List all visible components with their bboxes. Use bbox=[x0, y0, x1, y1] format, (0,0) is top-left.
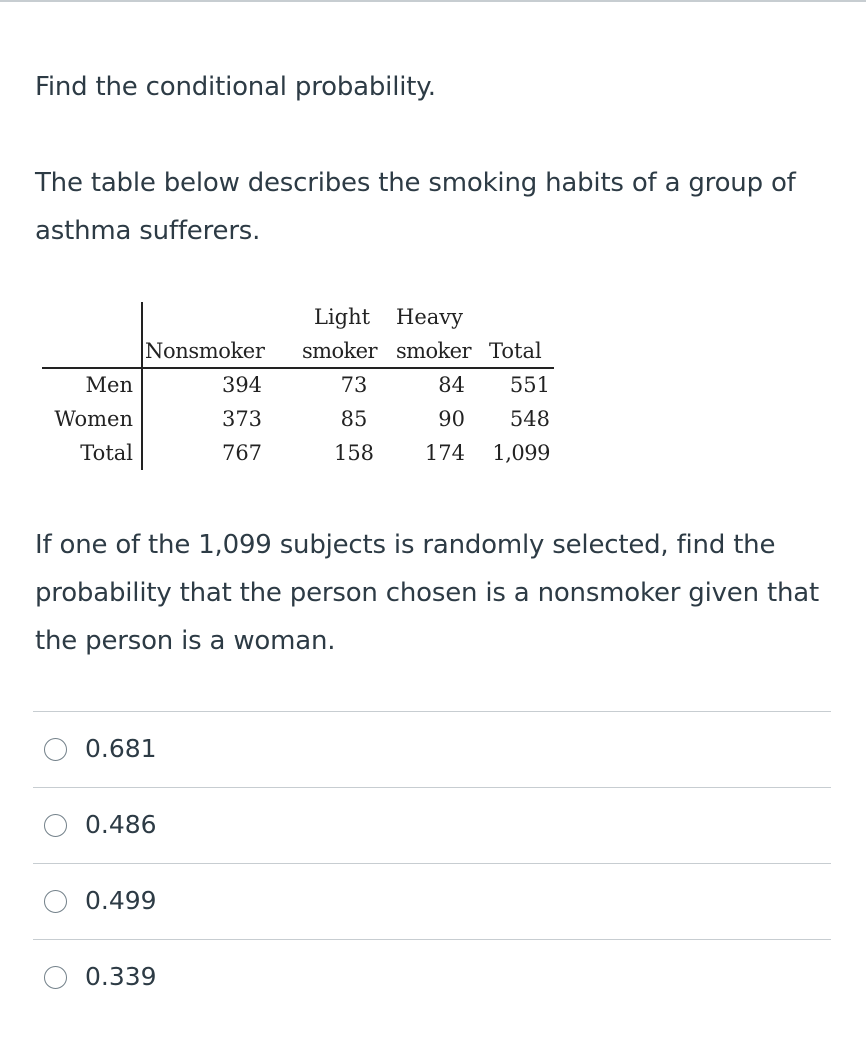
table-cell: 90 bbox=[438, 407, 465, 431]
column-header-heavy-smoker: smoker bbox=[396, 339, 471, 363]
row-label-women: Women bbox=[54, 407, 133, 431]
table-horizontal-rule bbox=[42, 367, 554, 369]
smoking-habits-table bbox=[40, 298, 570, 476]
row-label-total: Total bbox=[80, 441, 133, 465]
answer-label: 0.681 bbox=[85, 734, 157, 763]
column-header-total: Total bbox=[489, 339, 542, 363]
table-cell: 73 bbox=[340, 373, 368, 397]
table-vertical-rule bbox=[141, 302, 143, 470]
answer-option-3[interactable] bbox=[35, 864, 831, 938]
radio-button[interactable] bbox=[44, 814, 67, 837]
table-cell: 548 bbox=[509, 407, 550, 431]
table-cell: 394 bbox=[221, 373, 263, 397]
table-cell: 84 bbox=[438, 373, 465, 397]
column-header-nonsmoker: Nonsmoker bbox=[145, 339, 265, 363]
question-prompt: If one of the 1,099 subjects is randomly selected, find the probability that the person chosen is a nonsmoker given that the person is a woman. bbox=[35, 530, 819, 656]
radio-button[interactable] bbox=[44, 966, 67, 989]
answer-label: 0.339 bbox=[85, 962, 157, 991]
answer-option-2[interactable] bbox=[35, 788, 831, 862]
answer-option-4[interactable] bbox=[35, 940, 831, 1014]
table-cell: 1,099 bbox=[492, 441, 550, 465]
table-cell: 158 bbox=[333, 441, 375, 465]
top-divider bbox=[0, 0, 866, 2]
radio-button[interactable] bbox=[44, 890, 67, 913]
question-intro: The table below describes the smoking habits of a group of asthma sufferers. bbox=[35, 168, 796, 246]
answer-option-1[interactable] bbox=[35, 712, 831, 786]
question-instruction: Find the conditional probability. bbox=[35, 72, 436, 102]
radio-button[interactable] bbox=[44, 738, 67, 761]
table-cell: 174 bbox=[424, 441, 465, 465]
row-label-men: Men bbox=[85, 373, 133, 397]
header-heavy: Heavy bbox=[396, 305, 463, 329]
table-cell: 373 bbox=[221, 407, 263, 431]
table-cell: 85 bbox=[340, 407, 368, 431]
answer-label: 0.499 bbox=[85, 886, 157, 915]
table-cell: 767 bbox=[221, 441, 263, 465]
answer-label: 0.486 bbox=[85, 810, 157, 839]
column-header-light-smoker: smoker bbox=[302, 339, 377, 363]
table-cell: 551 bbox=[509, 373, 550, 397]
header-light: Light bbox=[314, 305, 371, 329]
